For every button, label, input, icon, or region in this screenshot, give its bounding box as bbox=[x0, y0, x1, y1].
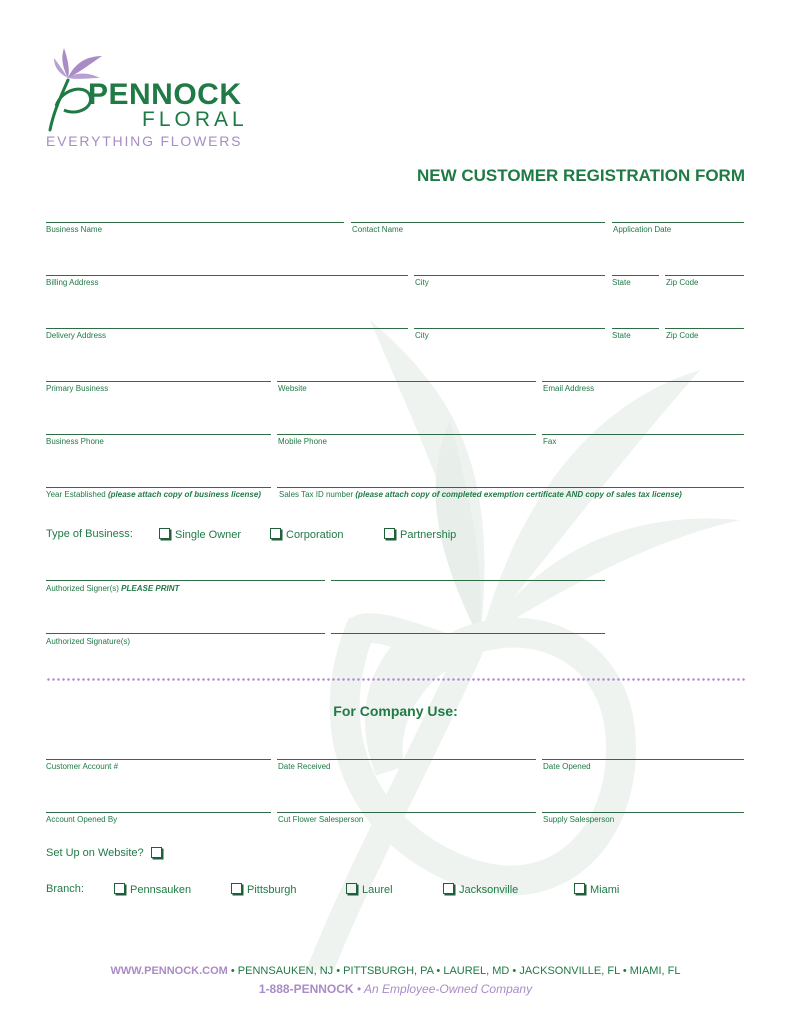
delivery-city-line[interactable] bbox=[414, 328, 605, 329]
set-up-on-website-label: Set Up on Website? bbox=[46, 847, 144, 859]
billing-state-line[interactable] bbox=[612, 275, 659, 276]
branch-miami-checkbox[interactable] bbox=[574, 883, 585, 894]
corporation-label: Corporation bbox=[286, 529, 344, 541]
customer-account-line[interactable] bbox=[46, 759, 271, 760]
delivery-zip-label: Zip Code bbox=[666, 331, 699, 340]
branch-pittsburgh-option[interactable] bbox=[231, 883, 297, 896]
branch-pennsauken-checkbox[interactable] bbox=[114, 883, 125, 894]
website-label: Website bbox=[278, 384, 307, 393]
fax-label: Fax bbox=[543, 437, 557, 446]
mobile-phone-label: Mobile Phone bbox=[278, 437, 327, 446]
branch-pennsauken-option[interactable] bbox=[114, 883, 191, 896]
account-opened-by-label: Account Opened By bbox=[46, 815, 118, 824]
company-use-heading: For Company Use: bbox=[333, 703, 458, 719]
branch-row bbox=[46, 883, 666, 899]
mobile-phone-line[interactable] bbox=[277, 434, 536, 435]
branch-laurel-option[interactable] bbox=[346, 883, 393, 896]
business-name-label: Business Name bbox=[46, 225, 103, 234]
email-address-label: Email Address bbox=[543, 384, 595, 393]
primary-business-label: Primary Business bbox=[46, 384, 109, 393]
partnership-checkbox[interactable] bbox=[384, 528, 395, 539]
watermark-flower-icon bbox=[300, 310, 760, 970]
delivery-city-label: City bbox=[415, 331, 429, 340]
footer-website-link[interactable]: WWW.PENNOCK.COM bbox=[110, 965, 228, 977]
footer-phone: 1-888-PENNOCK bbox=[258, 982, 354, 996]
date-opened-line[interactable] bbox=[542, 759, 744, 760]
single-owner-option[interactable] bbox=[159, 528, 241, 541]
billing-address-line[interactable] bbox=[46, 275, 408, 276]
primary-business-line[interactable] bbox=[46, 381, 271, 382]
set-up-on-website-checkbox[interactable] bbox=[151, 847, 162, 858]
business-phone-line[interactable] bbox=[46, 434, 271, 435]
brand-subname: FLORAL bbox=[142, 108, 248, 131]
branch-jacksonville-option[interactable] bbox=[443, 883, 518, 896]
business-name-line[interactable] bbox=[46, 222, 344, 223]
authorized-signature-line-2[interactable] bbox=[331, 633, 605, 634]
single-owner-label: Single Owner bbox=[175, 529, 242, 541]
billing-address-label: Billing Address bbox=[46, 278, 99, 287]
billing-zip-label: Zip Code bbox=[666, 278, 699, 287]
supply-salesperson-label: Supply Salesperson bbox=[543, 815, 615, 824]
logo bbox=[46, 44, 256, 154]
set-up-on-website-row bbox=[46, 847, 246, 863]
sales-tax-id-label bbox=[279, 490, 682, 499]
year-established-line[interactable] bbox=[46, 487, 271, 488]
year-established-label bbox=[46, 490, 261, 499]
brand-name: PENNOCK bbox=[88, 78, 242, 111]
application-date-label: Application Date bbox=[613, 225, 672, 234]
branch-miami-option[interactable] bbox=[574, 883, 619, 896]
authorized-signers-label bbox=[46, 584, 179, 593]
sales-tax-id-note: (please attach copy of completed exemption certificate AND copy of sales tax license) bbox=[355, 490, 682, 499]
single-owner-checkbox[interactable] bbox=[159, 528, 170, 539]
branch-miami-label: Miami bbox=[590, 884, 620, 896]
application-date-line[interactable] bbox=[612, 222, 744, 223]
branch-jacksonville-checkbox[interactable] bbox=[443, 883, 454, 894]
authorized-signature-line-1[interactable] bbox=[46, 633, 325, 634]
billing-zip-line[interactable] bbox=[665, 275, 744, 276]
customer-account-label: Customer Account # bbox=[46, 762, 119, 771]
billing-city-line[interactable] bbox=[414, 275, 605, 276]
delivery-address-label: Delivery Address bbox=[46, 331, 107, 340]
website-line[interactable] bbox=[277, 381, 536, 382]
year-established-text: Year Established bbox=[46, 490, 106, 499]
branch-pennsauken-label: Pennsauken bbox=[130, 884, 192, 896]
authorized-signers-text: Authorized Signer(s) bbox=[46, 584, 119, 593]
type-of-business-label: Type of Business: bbox=[46, 528, 133, 540]
footer-line-2 bbox=[0, 982, 791, 996]
contact-name-label: Contact Name bbox=[352, 225, 404, 234]
footer-line-1 bbox=[0, 965, 791, 977]
date-received-label: Date Received bbox=[278, 762, 331, 771]
form-title: NEW CUSTOMER REGISTRATION FORM bbox=[416, 166, 745, 185]
billing-city-label: City bbox=[415, 278, 429, 287]
branch-laurel-checkbox[interactable] bbox=[346, 883, 357, 894]
year-established-note: (please attach copy of business license) bbox=[107, 490, 261, 499]
billing-state-label: State bbox=[612, 278, 631, 287]
cut-flower-salesperson-label: Cut Flower Salesperson bbox=[278, 815, 364, 824]
account-opened-by-line[interactable] bbox=[46, 812, 271, 813]
footer-slogan: • An Employee-Owned Company bbox=[353, 982, 533, 996]
delivery-state-label: State bbox=[612, 331, 631, 340]
set-up-on-website-option[interactable] bbox=[151, 847, 167, 860]
email-address-line[interactable] bbox=[542, 381, 744, 382]
supply-salesperson-line[interactable] bbox=[542, 812, 744, 813]
partnership-option[interactable] bbox=[384, 528, 456, 541]
branch-label: Branch: bbox=[46, 883, 84, 895]
corporation-checkbox[interactable] bbox=[270, 528, 281, 539]
branch-pittsburgh-checkbox[interactable] bbox=[231, 883, 242, 894]
corporation-option[interactable] bbox=[270, 528, 343, 541]
footer-locations: • PENNSAUKEN, NJ • PITTSBURGH, PA • LAUREL, MD • JACKSONVILLE, FL • MIAMI, FL bbox=[227, 965, 681, 977]
sales-tax-id-text: Sales Tax ID number bbox=[279, 490, 354, 499]
brand-tagline: EVERYTHING FLOWERS bbox=[46, 133, 243, 149]
delivery-state-line[interactable] bbox=[612, 328, 659, 329]
branch-pittsburgh-label: Pittsburgh bbox=[247, 884, 297, 896]
contact-name-line[interactable] bbox=[351, 222, 605, 223]
fax-line[interactable] bbox=[542, 434, 744, 435]
date-opened-label: Date Opened bbox=[543, 762, 591, 771]
authorized-signers-note: PLEASE PRINT bbox=[121, 584, 180, 593]
authorized-signatures-label: Authorized Signature(s) bbox=[46, 637, 131, 646]
type-of-business-row bbox=[46, 528, 546, 544]
branch-laurel-label: Laurel bbox=[362, 884, 393, 896]
authorized-signer-line-2[interactable] bbox=[331, 580, 605, 581]
sales-tax-id-line[interactable] bbox=[277, 487, 744, 488]
delivery-address-line[interactable] bbox=[46, 328, 408, 329]
cut-flower-salesperson-line[interactable] bbox=[277, 812, 536, 813]
delivery-zip-line[interactable] bbox=[665, 328, 744, 329]
dotted-divider bbox=[46, 678, 746, 681]
authorized-signer-line-1[interactable] bbox=[46, 580, 325, 581]
business-phone-label: Business Phone bbox=[46, 437, 104, 446]
branch-jacksonville-label: Jacksonville bbox=[459, 884, 519, 896]
partnership-label: Partnership bbox=[400, 529, 457, 541]
date-received-line[interactable] bbox=[277, 759, 536, 760]
